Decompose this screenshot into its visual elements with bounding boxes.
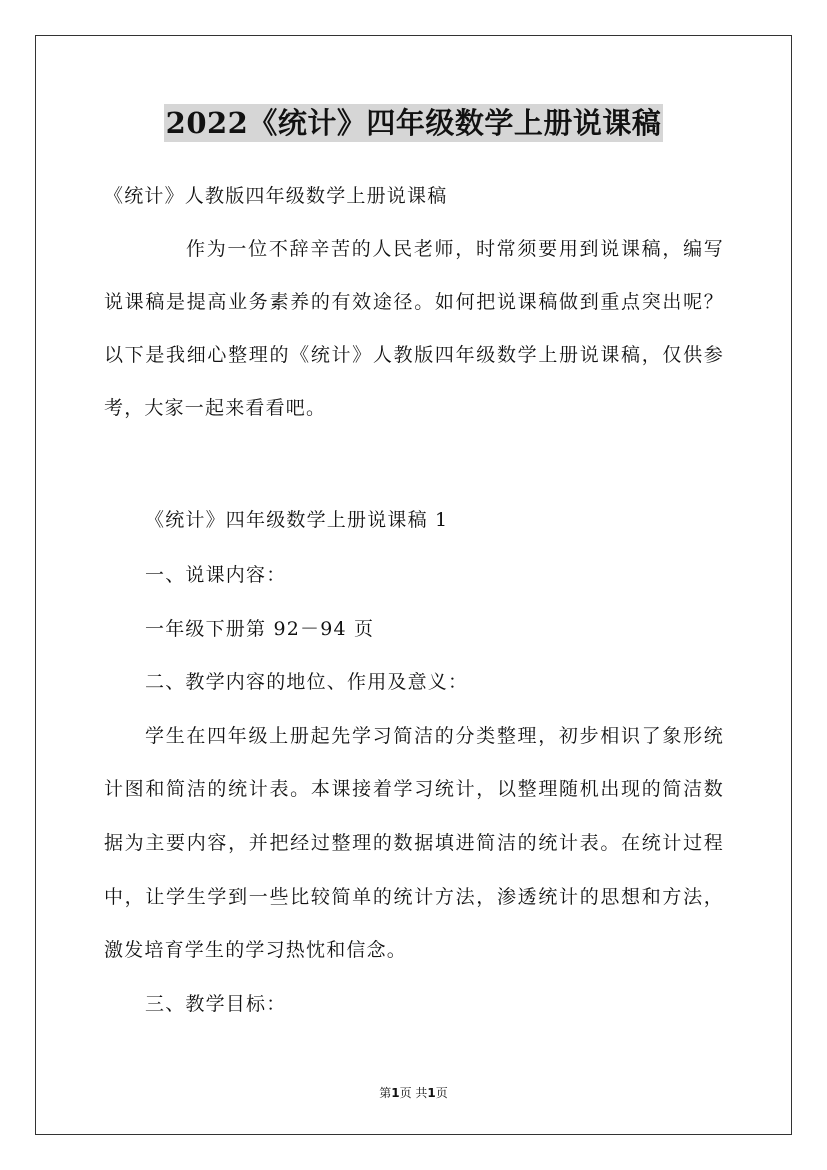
body-line-4: 中，让学生学到一些比较简单的统计方法，渗透统计的思想和方法，: [104, 886, 724, 908]
intro-line-4: 考，大家一起来看看吧。: [104, 397, 327, 419]
footer-page-prefix: 第: [379, 1086, 392, 1100]
heading-content-significance: 二、教学内容的地位、作用及意义：: [145, 671, 469, 693]
body-line-5: 激发培育学生的学习热忱和信念。: [104, 939, 408, 961]
heading-lesson-content: 一、说课内容：: [145, 564, 287, 586]
footer-page-mid: 页 共: [399, 1086, 428, 1100]
body-line-1: 学生在四年级上册起先学习简洁的分类整理，初步相识了象形统: [145, 725, 724, 747]
footer-page-total: 1: [427, 1086, 436, 1100]
document-title-block: [0, 104, 827, 142]
footer-page-suffix: 页: [435, 1086, 448, 1100]
lesson-content-pages: 一年级下册第 92－94 页: [145, 618, 375, 640]
intro-line-1: 作为一位不辞辛苦的人民老师，时常须要用到说课稿，编写: [186, 238, 724, 260]
heading-teaching-goals: 三、教学目标：: [145, 993, 287, 1015]
page-footer: [0, 1085, 827, 1101]
body-line-2: 计图和简洁的统计表。本课接着学习统计，以整理随机出现的简洁数: [104, 778, 724, 800]
document-subtitle: 《统计》人教版四年级数学上册说课稿: [104, 185, 448, 207]
intro-line-2: 说课稿是提高业务素养的有效途径。如何把说课稿做到重点突出呢？: [104, 291, 724, 313]
footer-page-number: 1: [391, 1086, 400, 1100]
intro-line-3: 以下是我细心整理的《统计》人教版四年级数学上册说课稿，仅供参: [104, 344, 724, 366]
document-title: 2022《统计》四年级数学上册说课稿: [165, 106, 662, 140]
body-line-3: 据为主要内容，并把经过整理的数据填进简洁的统计表。在统计过程: [104, 832, 724, 854]
section-title: 《统计》四年级数学上册说课稿 1: [145, 509, 449, 531]
